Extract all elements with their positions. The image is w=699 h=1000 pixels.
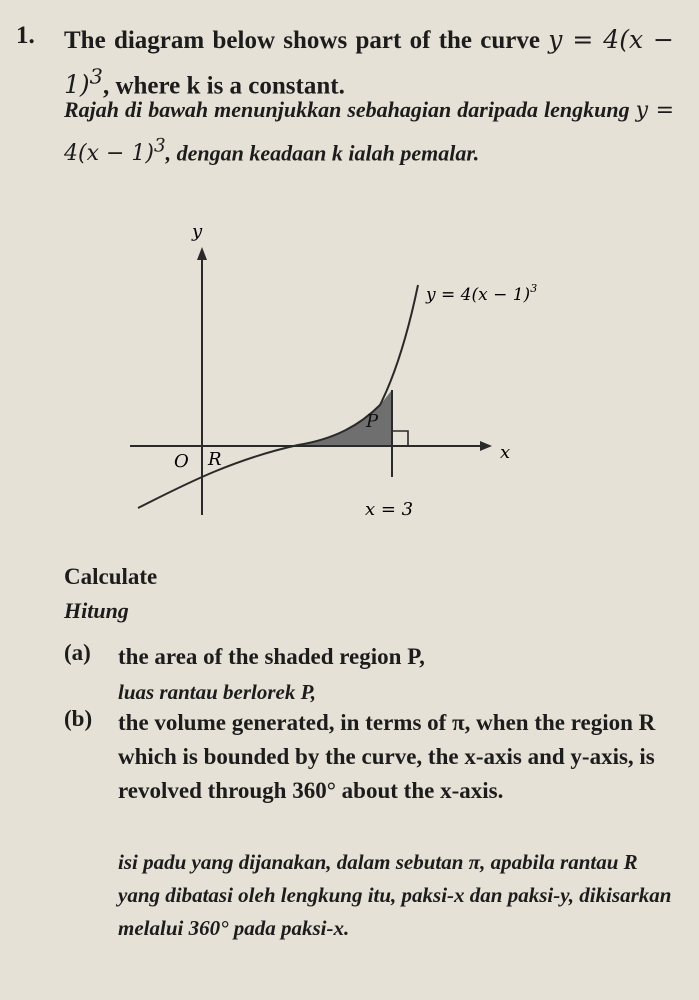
calculate-heading-malay: Hitung [64,598,129,623]
right-angle-marker [392,431,408,446]
region-p-label: P [366,411,379,432]
intro-en-equation: $y = 4(x - 1)^3$ [64,25,674,100]
curve-equation-label: $y = 4(x - 1)^3$ [426,282,538,305]
region-r-label: R [208,449,222,470]
intro-ms-equation: $y = 4(x - 1)^3$ [64,98,675,167]
x-axis-label: x [500,442,511,463]
part-b-malay: isi padu yang dijanakan, dalam sebutan π, apabila rantau R yang dibatasi oleh lengkung itu, paksi-x dan paksi-y, dikisarkan melalui 360° pada paksi-x. [118,850,672,940]
part-a-malay: luas rantau berlorek P, [118,680,316,704]
calculate-heading: Calculate [64,564,158,589]
part-b-letter: (b) [64,706,93,731]
y-axis-label: y [192,221,203,242]
intro-en-post: , where k is a constant. [102,72,345,100]
intro-en-pre: The diagram below shows part of the curve [64,27,540,54]
vertical-line-label: x = 3 [365,499,414,520]
curve-diagram [120,215,560,525]
y-axis-arrow-icon [197,247,207,260]
question-number: 1. [16,22,35,49]
intro-ms-post: , dengan keadaan k ialah pemalar. [165,140,480,166]
intro-ms-pre: Rajah di bawah menunjukkan sebahagian daripada lengkung [64,97,630,122]
part-a-letter: (a) [64,640,91,665]
question-intro-malay [64,92,674,172]
origin-label: O [174,451,189,472]
x-axis-arrow-icon [480,441,492,451]
part-a-english: the area of the shaded region P, [118,644,425,669]
cubic-curve [138,285,418,508]
part-b-english: the volume generated, in terms of π, when the region R which is bounded by the curve, the x-axis and y-axis, is revolved through 360° about the x-axis. [118,710,656,803]
